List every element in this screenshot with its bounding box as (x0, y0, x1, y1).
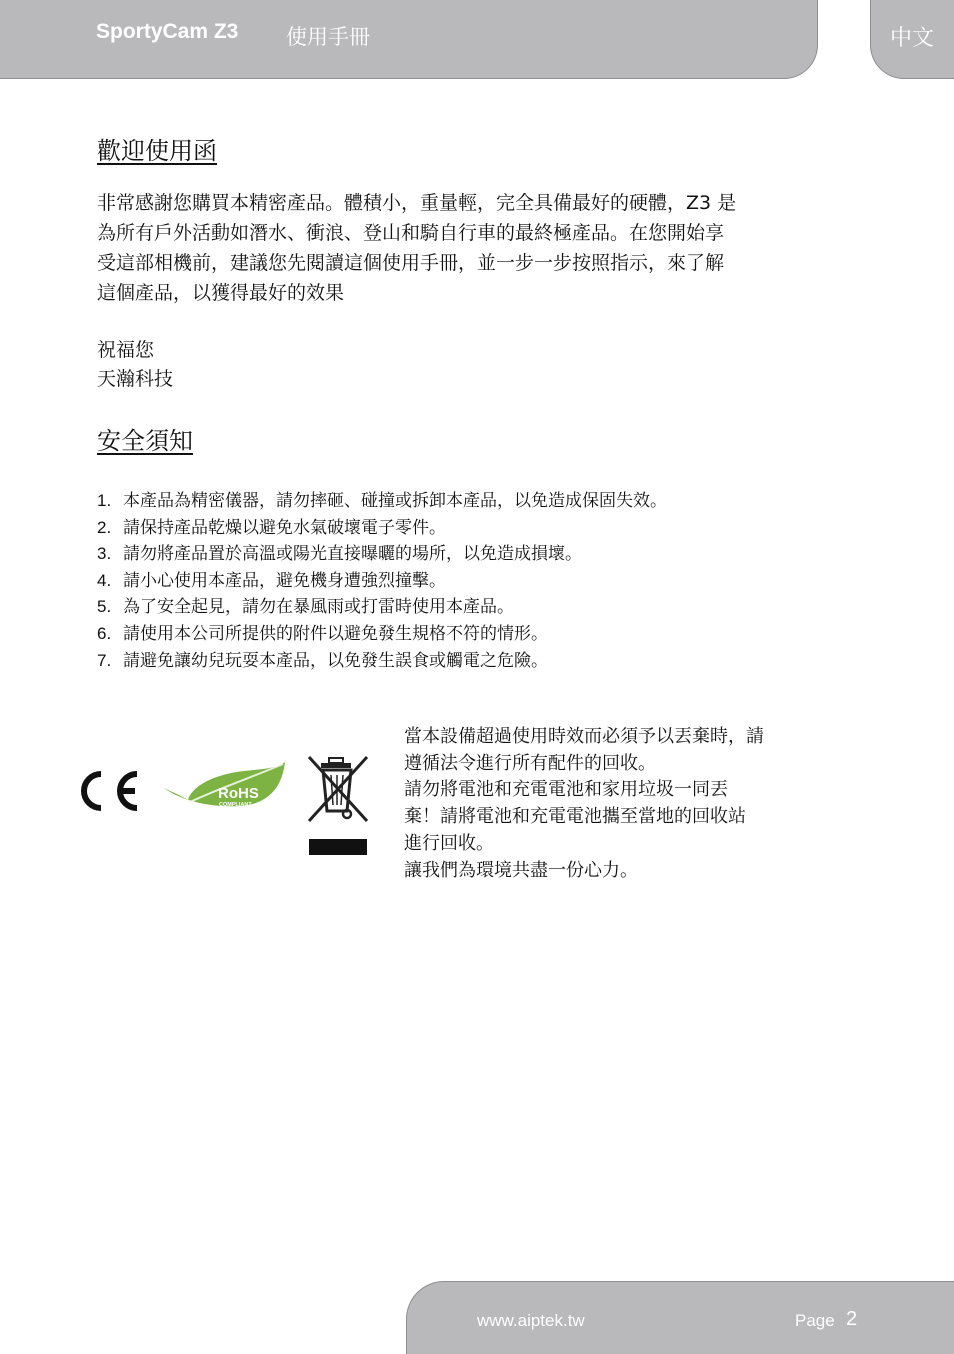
recycling-notice (404, 724, 764, 884)
item-text: 請使用本公司所提供的附件以避免發生規格不符的情形。 (123, 623, 548, 644)
item-number: 4. (97, 570, 112, 590)
document-subtitle: 使用手冊 (286, 25, 370, 49)
language-tab (870, 0, 954, 79)
item-number: 5. (97, 597, 112, 617)
item-text: 請避免讓幼兒玩耍本產品，以免發生誤食或觸電之危險。 (123, 650, 548, 671)
signature-text: 天瀚科技 (97, 368, 174, 390)
safety-item (97, 488, 667, 515)
welcome-line: 這個產品，以獲得最好的效果 (97, 282, 345, 304)
recycling-line: 讓我們為環境共盡一份心力。 (404, 859, 638, 881)
document-title: SportyCam Z3 (96, 20, 239, 43)
item-text: 本產品為精密儀器，請勿摔砸、碰撞或拆卸本產品，以免造成保固失效。 (123, 491, 667, 511)
recycling-line: 進行回收。 (404, 832, 494, 854)
welcome-line: 受這部相機前，建議您先閱讀這個使用手冊，並一步一步按照指示，來了解 (97, 252, 725, 274)
item-number: 7. (97, 650, 112, 670)
closing-text: 祝福您 (97, 339, 155, 361)
safety-item (97, 515, 667, 542)
item-number: 6. (97, 623, 112, 643)
website-url: www.aiptek.tw (477, 1311, 585, 1330)
welcome-signoff (97, 336, 173, 394)
welcome-line: 為所有戶外活動如潛水、衝浪、登山和騎自行車的最終極產品。在您開始享 (97, 222, 725, 244)
item-number: 1. (97, 491, 112, 510)
safety-heading: 安全須知 (97, 427, 193, 455)
recycling-line: 遵循法令進行所有配件的回收。 (404, 752, 656, 774)
item-text: 請勿將產品置於高溫或陽光直接曝曬的場所，以免造成損壞。 (123, 544, 582, 565)
rohs-logo-icon (160, 758, 288, 814)
welcome-paragraph (97, 188, 859, 308)
header-bar (0, 0, 818, 79)
crossed-out-wheelie-bin-icon (303, 753, 373, 857)
footer-bar (406, 1281, 954, 1354)
page-label: Page (795, 1311, 835, 1330)
item-text: 請保持產品乾燥以避免水氣破壞電子零件。 (123, 517, 446, 538)
safety-item (97, 621, 667, 648)
welcome-line: 非常感謝您購買本精密產品。體積小，重量輕，完全具備最好的硬體，Z3 是 (97, 192, 737, 214)
rohs-logo-text: RoHS (218, 785, 259, 802)
welcome-heading: 歡迎使用函 (97, 137, 217, 165)
safety-item (97, 648, 667, 675)
safety-list (97, 488, 667, 674)
page-number: 2 (846, 1308, 858, 1330)
recycling-line: 棄！請將電池和充電電池攜至當地的回收站 (404, 806, 746, 828)
language-label: 中文 (890, 26, 935, 51)
ce-mark-icon (74, 768, 144, 814)
item-number: 2. (97, 517, 112, 537)
recycling-line: 請勿將電池和充電電池和家用垃圾一同丟 (404, 779, 728, 801)
safety-item (97, 568, 667, 595)
item-number: 3. (97, 544, 112, 564)
rohs-logo-subtext: COMPLIANT (219, 802, 252, 808)
recycling-line: 當本設備超過使用時效而必須予以丟棄時，請 (404, 726, 764, 747)
item-text: 為了安全起見，請勿在暴風雨或打雷時使用本產品。 (123, 597, 514, 618)
safety-item (97, 541, 667, 568)
safety-item (97, 594, 667, 621)
item-text: 請小心使用本產品，避免機身遭強烈撞擊。 (123, 570, 446, 591)
